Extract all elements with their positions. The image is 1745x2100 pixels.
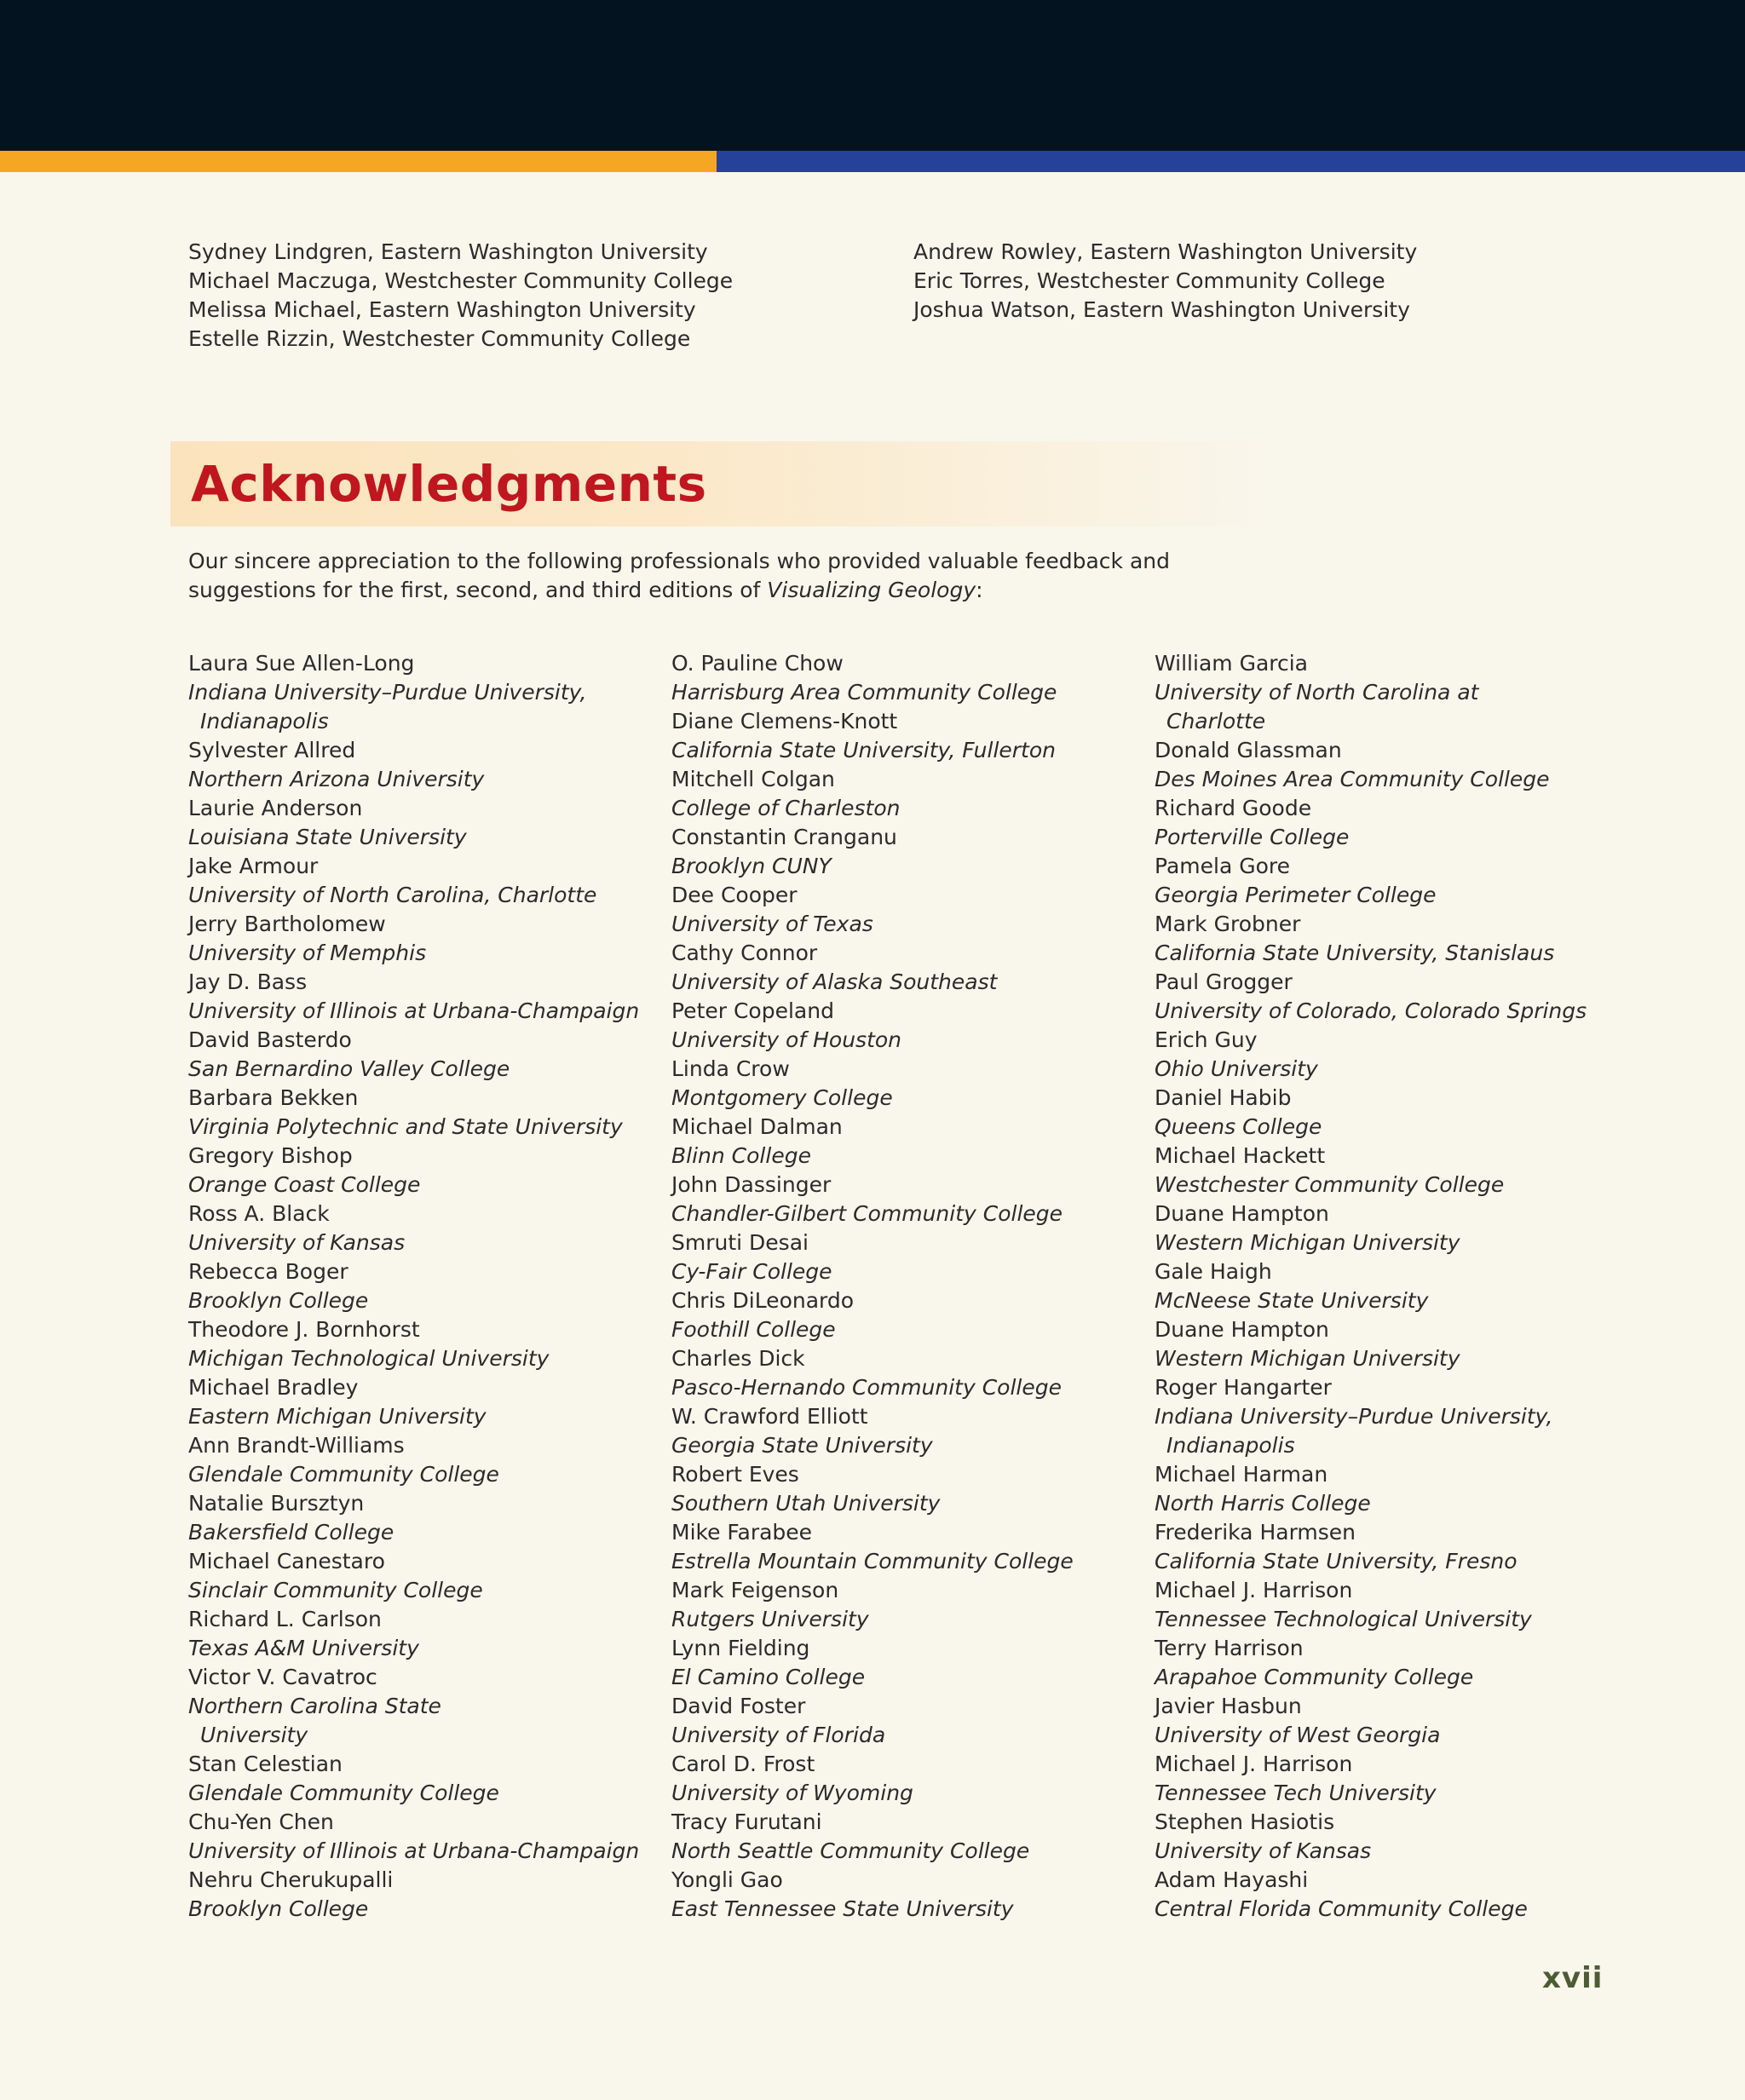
reviewer-institution: Foothill College	[671, 1317, 836, 1342]
reviewer-name: Richard Goode	[1155, 796, 1312, 820]
reviewer-name: Stan Celestian	[188, 1752, 343, 1776]
reviewer-institution: Bakersfield College	[188, 1520, 394, 1545]
reviewer-entry	[1155, 736, 1587, 794]
reviewer-name: Laura Sue Allen-Long	[188, 651, 415, 676]
intro-contributors-right	[913, 238, 1417, 325]
reviewer-entry	[188, 1373, 639, 1431]
reviewer-name: Pamela Gore	[1155, 854, 1290, 878]
reviewer-entry	[188, 649, 639, 736]
reviewer-entry	[188, 794, 639, 852]
reviewer-entry	[671, 1113, 1074, 1171]
reviewer-institution: University of West Georgia	[1155, 1723, 1441, 1747]
reviewer-entry	[188, 736, 639, 794]
reviewer-entry	[671, 1518, 1074, 1576]
reviewer-entry	[188, 1431, 639, 1489]
intro-contributors-left	[188, 238, 733, 354]
reviewer-institution: University of North Carolina at	[1155, 680, 1479, 705]
reviewer-name: Mark Grobner	[1155, 912, 1301, 936]
reviewer-institution: Glendale Community College	[188, 1781, 499, 1805]
reviewer-institution: University of Illinois at Urbana-Champaign	[188, 1838, 640, 1863]
reviewer-institution: San Bernardino Valley College	[188, 1056, 510, 1081]
reviewer-entry	[671, 1171, 1074, 1228]
reviewer-name: Michael Canestaro	[188, 1549, 385, 1574]
reviewer-name: Robert Eves	[671, 1462, 799, 1487]
reviewer-name: Duane Hampton	[1155, 1201, 1329, 1226]
reviewer-name: Carol D. Frost	[671, 1752, 815, 1776]
reviewer-entry	[671, 881, 1074, 939]
reviewer-entry	[188, 1084, 639, 1142]
reviewer-institution: Texas A&M University	[188, 1636, 419, 1660]
reviewer-institution: Blinn College	[671, 1143, 811, 1168]
reviewer-name: Ross A. Black	[188, 1201, 330, 1226]
reviewer-institution	[188, 1721, 639, 1750]
reviewer-entry	[188, 1663, 639, 1750]
reviewer-institution: University of Memphis	[188, 941, 427, 965]
reviewer-institution: Des Moines Area Community College	[1155, 767, 1550, 791]
reviewer-name: Linda Crow	[671, 1056, 790, 1081]
reviewer-institution: McNeese State University	[1155, 1288, 1429, 1313]
reviewer-name: Paul Grogger	[1155, 969, 1293, 994]
reviewer-name: Cathy Connor	[671, 941, 818, 965]
reviewer-entry	[1155, 1518, 1587, 1576]
reviewer-entry	[1155, 1750, 1587, 1808]
reviewer-column-3	[1155, 649, 1587, 1924]
reviewer-entry	[671, 1808, 1074, 1866]
contributor-line: Eric Torres, Westchester Community College	[913, 268, 1385, 293]
reviewer-name: Stephen Hasiotis	[1155, 1809, 1335, 1834]
reviewer-entry	[188, 1547, 639, 1605]
reviewer-entry	[1155, 1142, 1587, 1200]
reviewer-institution: University of North Carolina, Charlotte	[188, 883, 597, 907]
reviewer-name: Donald Glassman	[1155, 738, 1342, 762]
reviewer-entry	[671, 1634, 1074, 1692]
contributor-line: Estelle Rizzin, Westchester Community College	[188, 326, 691, 351]
reviewer-entry	[1155, 910, 1587, 968]
reviewer-name: Barbara Bekken	[188, 1085, 359, 1110]
reviewer-entry	[671, 649, 1074, 707]
contributor-line: Sydney Lindgren, Eastern Washington University	[188, 239, 708, 264]
reviewer-entry	[671, 1055, 1074, 1113]
reviewer-entry	[188, 910, 639, 968]
reviewer-entry	[1155, 1576, 1587, 1634]
section-title: Acknowledgments	[191, 455, 707, 513]
reviewer-institution: Pasco-Hernando Community College	[671, 1375, 1062, 1400]
reviewer-entry	[188, 1142, 639, 1200]
institution-continuation: Indianapolis	[200, 709, 329, 734]
reviewer-institution: Louisiana State University	[188, 825, 467, 849]
reviewer-name: Michael Harman	[1155, 1462, 1328, 1487]
reviewer-institution: Indiana University–Purdue University,	[188, 680, 587, 705]
reviewer-institution: University of Kansas	[188, 1230, 406, 1255]
reviewer-entry	[671, 1460, 1074, 1518]
reviewer-name: William Garcia	[1155, 651, 1309, 676]
reviewer-name: Michael Bradley	[188, 1375, 359, 1400]
reviewer-institution: Westchester Community College	[1155, 1172, 1505, 1197]
intro-punct: :	[976, 578, 983, 602]
reviewer-institution: University of Alaska Southeast	[671, 969, 998, 994]
reviewer-institution: Indiana University–Purdue University,	[1155, 1404, 1553, 1429]
reviewer-institution: Ohio University	[1155, 1056, 1318, 1081]
reviewer-name: Chris DiLeonardo	[671, 1288, 855, 1313]
reviewer-institution: University of Illinois at Urbana-Champaign	[188, 998, 640, 1023]
reviewer-name: Gregory Bishop	[188, 1143, 353, 1168]
reviewer-institution: Virginia Polytechnic and State University	[188, 1114, 623, 1139]
reviewer-name: Erich Guy	[1155, 1027, 1258, 1052]
reviewer-name: Gale Haigh	[1155, 1259, 1272, 1284]
reviewer-entry	[1155, 852, 1587, 910]
contributor-line: Michael Maczuga, Westchester Community College	[188, 268, 734, 293]
reviewer-institution: Porterville College	[1155, 825, 1350, 849]
reviewer-institution: Eastern Michigan University	[188, 1404, 487, 1429]
reviewer-entry	[1155, 1200, 1587, 1257]
reviewer-name: W. Crawford Elliott	[671, 1404, 868, 1429]
reviewer-institution: Western Michigan University	[1155, 1230, 1460, 1255]
reviewer-institution: Northern Carolina State	[188, 1694, 441, 1718]
reviewer-institution: Tennessee Tech University	[1155, 1781, 1437, 1805]
reviewer-entry	[671, 1750, 1074, 1808]
reviewer-entry	[1155, 1257, 1587, 1315]
reviewer-institution: El Camino College	[671, 1665, 866, 1689]
reviewer-name: Javier Hasbun	[1155, 1694, 1302, 1718]
reviewer-institution: Brooklyn College	[188, 1896, 369, 1921]
reviewer-name: Jerry Bartholomew	[188, 912, 386, 936]
reviewer-name: John Dassinger	[671, 1172, 832, 1197]
reviewer-name: Natalie Bursztyn	[188, 1491, 365, 1516]
reviewer-name: Michael J. Harrison	[1155, 1752, 1353, 1776]
reviewer-name: Chu-Yen Chen	[188, 1809, 334, 1834]
reviewer-entry	[1155, 1026, 1587, 1084]
reviewer-name: Adam Hayashi	[1155, 1867, 1309, 1892]
reviewer-institution	[188, 707, 639, 736]
reviewer-entry	[188, 1750, 639, 1808]
reviewer-name: Terry Harrison	[1155, 1636, 1304, 1660]
reviewer-entry	[188, 1200, 639, 1257]
reviewer-entry	[1155, 794, 1587, 852]
reviewer-entry	[1155, 1634, 1587, 1692]
reviewer-name: Victor V. Cavatroc	[188, 1665, 377, 1689]
reviewer-name: Michael J. Harrison	[1155, 1578, 1353, 1602]
reviewer-institution: Cy-Fair College	[671, 1259, 832, 1284]
section-banner	[170, 441, 1278, 526]
header-stripe-blue	[717, 151, 1745, 172]
reviewer-name: Jay D. Bass	[188, 969, 308, 994]
institution-continuation: Charlotte	[1166, 709, 1266, 734]
reviewer-institution: East Tennessee State University	[671, 1896, 1014, 1921]
reviewer-institution: Sinclair Community College	[188, 1578, 483, 1602]
reviewer-entry	[188, 968, 639, 1026]
reviewer-institution: Glendale Community College	[188, 1462, 499, 1487]
reviewer-name: David Foster	[671, 1694, 806, 1718]
reviewer-name: Richard L. Carlson	[188, 1607, 382, 1631]
reviewer-column-1	[188, 649, 639, 1924]
reviewer-entry	[671, 1344, 1074, 1402]
reviewer-name: Rebecca Boger	[188, 1259, 348, 1284]
reviewer-name: Mitchell Colgan	[671, 767, 835, 791]
section-intro	[188, 547, 1296, 605]
reviewer-entry	[188, 1808, 639, 1866]
reviewer-entry	[1155, 1373, 1587, 1460]
reviewer-institution: University of Texas	[671, 912, 873, 936]
reviewer-institution: California State University, Fullerton	[671, 738, 1056, 762]
reviewer-institution: Tennessee Technological University	[1155, 1607, 1532, 1631]
reviewer-name: Jake Armour	[188, 854, 319, 878]
reviewer-entry	[1155, 968, 1587, 1026]
contributor-line: Andrew Rowley, Eastern Washington University	[913, 239, 1418, 264]
reviewer-name: Lynn Fielding	[671, 1636, 810, 1660]
reviewer-entry	[1155, 1460, 1587, 1518]
reviewer-entry	[671, 1866, 1074, 1924]
reviewer-entry	[671, 997, 1074, 1055]
reviewer-institution: California State University, Fresno	[1155, 1549, 1518, 1574]
reviewer-entry	[188, 1026, 639, 1084]
reviewer-institution: Chandler-Gilbert Community College	[671, 1201, 1063, 1226]
reviewer-name: Diane Clemens-Knott	[671, 709, 898, 734]
reviewer-entry	[188, 1315, 639, 1373]
reviewer-institution: University of Kansas	[1155, 1838, 1372, 1863]
reviewer-entry	[671, 1402, 1074, 1460]
reviewer-column-2	[671, 649, 1074, 1924]
contributor-line: Joshua Watson, Eastern Washington University	[913, 297, 1410, 322]
reviewer-name: Duane Hampton	[1155, 1317, 1329, 1342]
reviewer-name: Theodore J. Bornhorst	[188, 1317, 420, 1342]
reviewer-name: Laurie Anderson	[188, 796, 363, 820]
reviewer-institution: University of Colorado, Colorado Springs	[1155, 998, 1587, 1023]
reviewer-entry	[188, 1489, 639, 1547]
reviewer-entry	[671, 939, 1074, 997]
reviewer-institution: Brooklyn CUNY	[671, 854, 832, 878]
reviewer-institution: Georgia Perimeter College	[1155, 883, 1437, 907]
reviewer-name: Charles Dick	[671, 1346, 805, 1371]
page-number: xvii	[1542, 1961, 1604, 1995]
reviewer-institution: Northern Arizona University	[188, 767, 485, 791]
reviewer-entry	[671, 765, 1074, 823]
reviewer-institution: Western Michigan University	[1155, 1346, 1460, 1371]
reviewer-entry	[188, 1866, 639, 1924]
reviewer-name: Michael Dalman	[671, 1114, 843, 1139]
reviewer-entry	[1155, 1866, 1587, 1924]
reviewer-institution	[1155, 1431, 1587, 1460]
reviewer-name: Nehru Cherukupalli	[188, 1867, 394, 1892]
reviewer-name: Roger Hangarter	[1155, 1375, 1332, 1400]
institution-continuation: Indianapolis	[1166, 1433, 1295, 1458]
reviewer-entry	[671, 823, 1074, 881]
reviewer-institution: University of Wyoming	[671, 1781, 913, 1805]
reviewer-name: Tracy Furutani	[671, 1809, 822, 1834]
reviewer-institution: Montgomery College	[671, 1085, 893, 1110]
reviewer-entry	[671, 1286, 1074, 1344]
reviewer-entry	[671, 1228, 1074, 1286]
reviewer-name: Frederika Harmsen	[1155, 1520, 1356, 1545]
reviewer-entry	[188, 1605, 639, 1663]
reviewer-entry	[188, 852, 639, 910]
reviewer-entry	[1155, 649, 1587, 736]
reviewer-entry	[671, 1576, 1074, 1634]
reviewer-institution: Brooklyn College	[188, 1288, 369, 1313]
reviewer-entry	[671, 1692, 1074, 1750]
reviewer-institution: Central Florida Community College	[1155, 1896, 1528, 1921]
reviewer-name: Mark Feigenson	[671, 1578, 839, 1602]
reviewer-name: O. Pauline Chow	[671, 651, 844, 676]
reviewer-institution: Rutgers University	[671, 1607, 869, 1631]
reviewer-entry	[1155, 1692, 1587, 1750]
contributor-line: Melissa Michael, Eastern Washington University	[188, 297, 696, 322]
reviewer-institution: Queens College	[1155, 1114, 1322, 1139]
reviewer-entry	[1155, 1084, 1587, 1142]
intro-text: Our sincere appreciation to the following professionals who provided valuable feedback and suggestions for the first, second, and third editions of	[188, 549, 1170, 602]
reviewer-institution: University of Houston	[671, 1027, 902, 1052]
reviewer-institution: College of Charleston	[671, 796, 901, 820]
book-title: Visualizing Geology	[767, 578, 976, 602]
header-band	[0, 0, 1745, 151]
reviewer-institution: Michigan Technological University	[188, 1346, 550, 1371]
reviewer-entry	[1155, 1315, 1587, 1373]
reviewer-institution: Estrella Mountain Community College	[671, 1549, 1074, 1574]
reviewer-name: Dee Cooper	[671, 883, 798, 907]
reviewer-name: Smruti Desai	[671, 1230, 809, 1255]
reviewer-name: Mike Farabee	[671, 1520, 813, 1545]
institution-continuation: University	[200, 1723, 308, 1747]
reviewer-institution: California State University, Stanislaus	[1155, 941, 1555, 965]
reviewer-institution	[1155, 707, 1587, 736]
reviewer-institution: North Seattle Community College	[671, 1838, 1030, 1863]
reviewer-institution: Harrisburg Area Community College	[671, 680, 1057, 705]
reviewer-name: Michael Hackett	[1155, 1143, 1326, 1168]
reviewer-name: Constantin Cranganu	[671, 825, 897, 849]
reviewer-institution: Georgia State University	[671, 1433, 933, 1458]
reviewer-institution: Southern Utah University	[671, 1491, 941, 1516]
reviewer-name: David Basterdo	[188, 1027, 352, 1052]
reviewer-entry	[671, 707, 1074, 765]
reviewer-name: Daniel Habib	[1155, 1085, 1292, 1110]
reviewer-institution: North Harris College	[1155, 1491, 1371, 1516]
header-stripe-orange	[0, 151, 717, 172]
reviewer-name: Sylvester Allred	[188, 738, 356, 762]
reviewer-name: Ann Brandt-Williams	[188, 1433, 405, 1458]
reviewer-institution: Arapahoe Community College	[1155, 1665, 1474, 1689]
reviewer-name: Peter Copeland	[671, 998, 834, 1023]
reviewer-institution: University of Florida	[671, 1723, 886, 1747]
reviewer-entry	[188, 1257, 639, 1315]
reviewer-entry	[1155, 1808, 1587, 1866]
reviewer-institution: Orange Coast College	[188, 1172, 421, 1197]
reviewer-name: Yongli Gao	[671, 1867, 783, 1892]
